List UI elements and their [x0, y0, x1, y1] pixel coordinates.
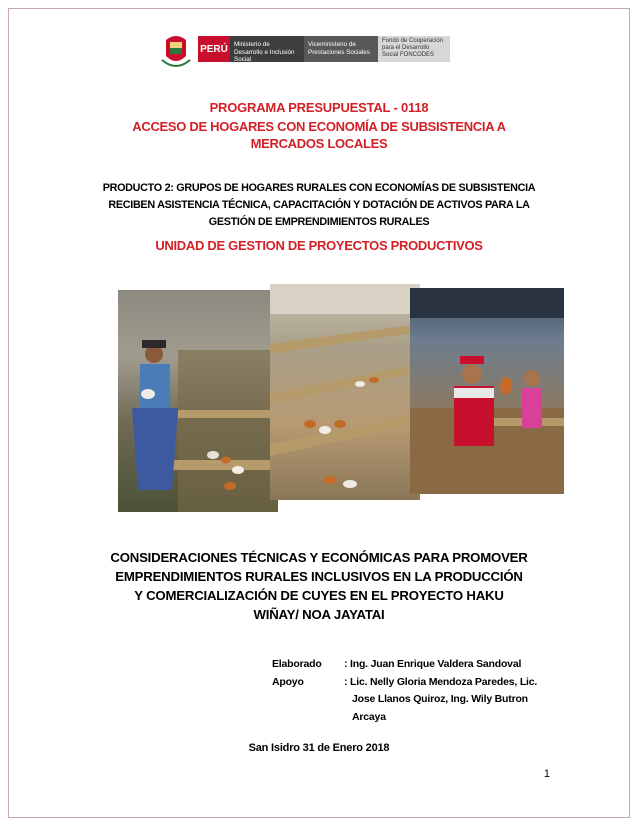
- apoyo-value: : Lic. Nelly Gloria Mendoza Paredes, Lic.: [344, 675, 538, 688]
- photo-guinea-pig-pens: [270, 284, 420, 500]
- ministry-label: Ministerio de Desarrollo e Inclusión Social: [230, 36, 304, 62]
- government-brand-strip: [198, 36, 450, 62]
- document-title: CONSIDERACIONES TÉCNICAS Y ECONÓMICAS PARA PROMOVER EMPRENDIMIENTOS RURALES INCLUSIVOS EN LA PRODUCCIÓN Y COMERCIALIZACIÓN DE CUYES EN EL PROYECTO HAKU WIÑAY/ NOA JAYATAI: [110, 550, 528, 622]
- program-title: PROGRAMA PRESUPUESTAL - 0118: [209, 100, 429, 115]
- vice-ministry-label: Viceministerio de Prestaciones Sociales: [304, 36, 378, 62]
- fund-label: Fondo de Cooperación para el Desarrollo Social FONCODES: [378, 36, 450, 62]
- photo-woman-with-guinea-pigs: [118, 290, 278, 512]
- program-subtitle: ACCESO DE HOGARES CON ECONOMÍA DE SUBSISTENCIA A MERCADOS LOCALES: [132, 119, 506, 151]
- national-seal-icon: [160, 30, 192, 70]
- peru-label: PERÚ: [198, 36, 230, 62]
- elaborado-label: Elaborado: [272, 658, 322, 670]
- product-description: PRODUCTO 2: GRUPOS DE HOGARES RURALES CON ECONOMÍAS DE SUBSISTENCIA RECIBEN ASISTENCIA TÉCNICA, CAPACITACIÓN Y DOTACIÓN DE ACTIVOS PARA LA GESTIÓN DE EMPRENDIMIENTOS RURALES: [102, 182, 536, 228]
- apoyo-value-line-2: Jose Llanos Quiroz, Ing. Wily Butron: [352, 693, 528, 705]
- unit-title: UNIDAD DE GESTION DE PROYECTOS PRODUCTIVOS: [155, 238, 483, 253]
- page-number: 1: [543, 768, 550, 780]
- institutional-logo-bar: [160, 30, 480, 70]
- credits-block: [272, 656, 564, 726]
- elaborado-value: : Ing. Juan Enrique Valdera Sandoval: [344, 658, 522, 670]
- photo-technician-with-guinea-pigs: [410, 288, 564, 494]
- document-date: San Isidro 31 de Enero 2018: [248, 742, 390, 754]
- apoyo-value-line-3: Arcaya: [352, 710, 386, 723]
- apoyo-label: Apoyo: [272, 675, 304, 688]
- photo-collage: [118, 284, 564, 512]
